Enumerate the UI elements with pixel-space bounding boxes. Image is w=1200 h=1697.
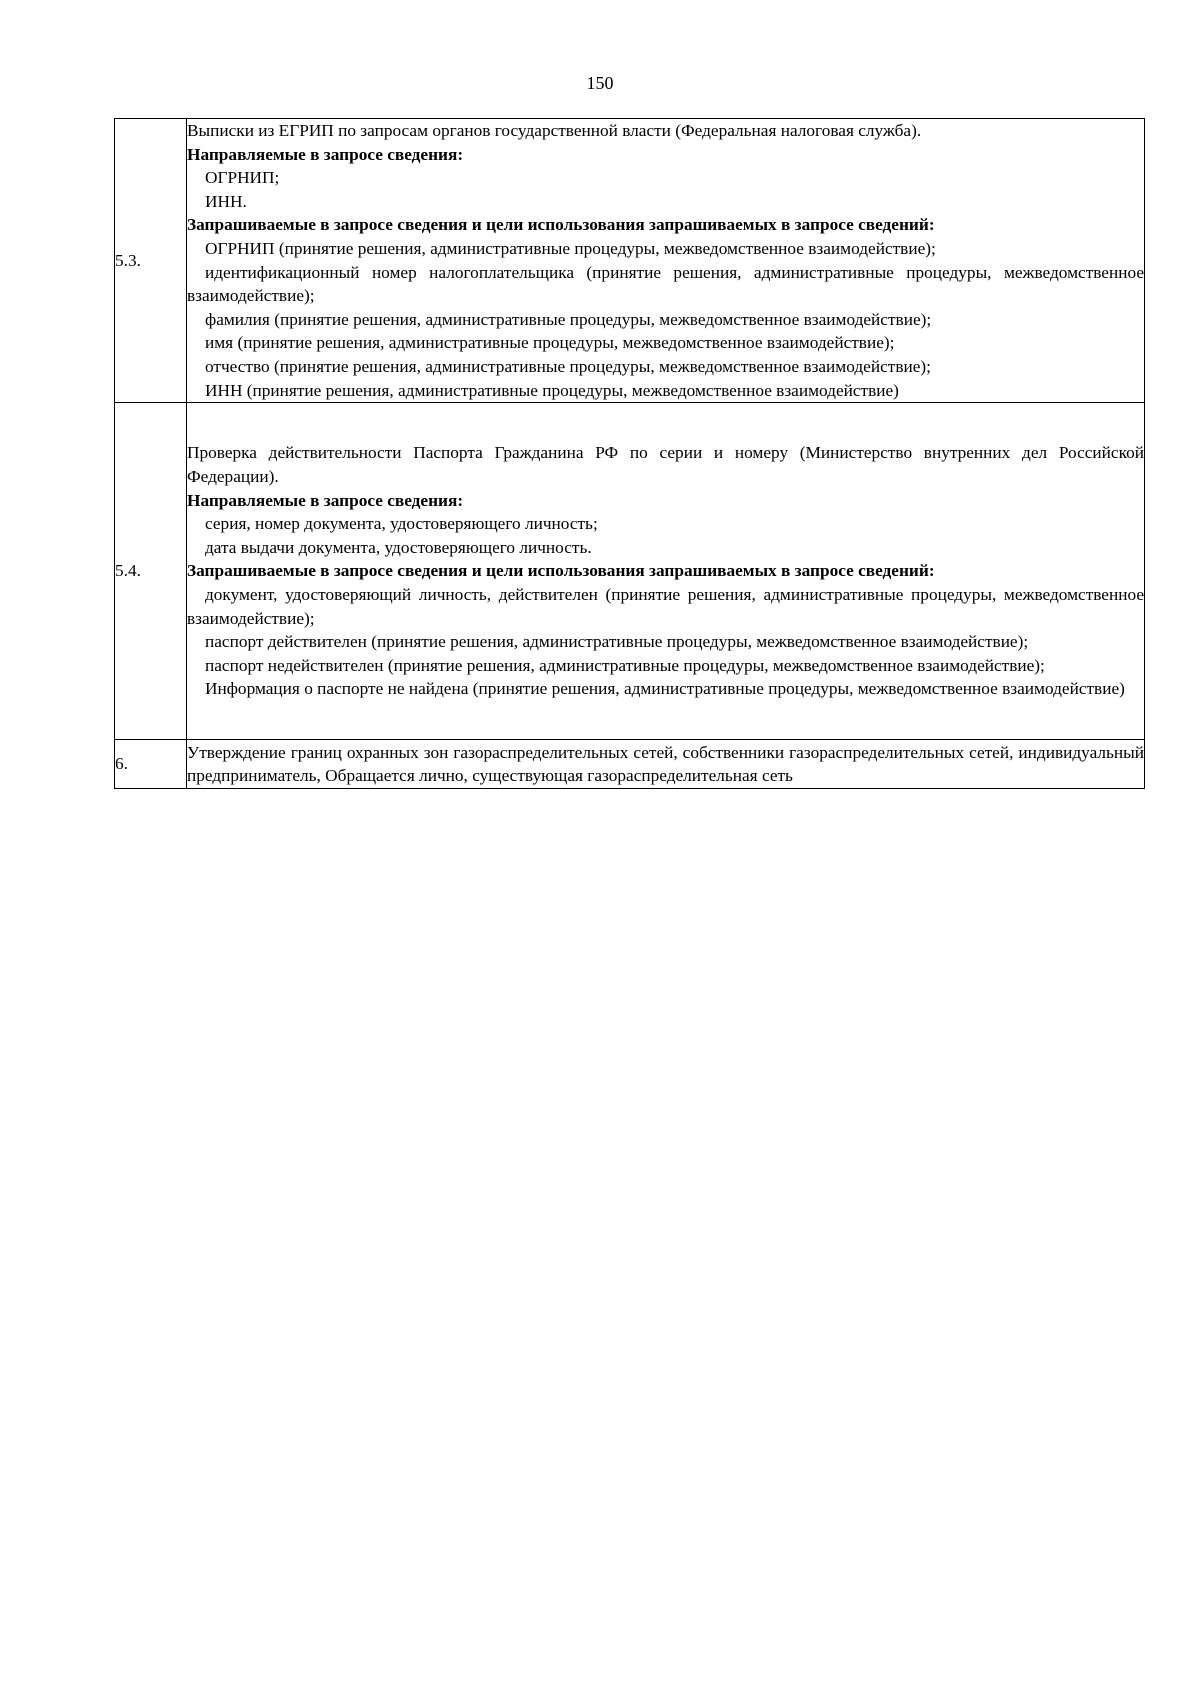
sent-item: ОГРНИП; [205, 168, 280, 188]
row-intro: Утверждение границ охранных зон газораспределительных сетей, собственники газораспределительных сетей, индивидуальный предприниматель, Обращается лично, существующая газораспределительная сеть [187, 742, 1144, 786]
requested-item: ИНН (принятие решения, административные процедуры, межведомственное взаимодействие) [205, 380, 899, 400]
row-number: 5.4. [115, 403, 187, 740]
row-number: 6. [115, 740, 187, 789]
requested-item: паспорт действителен (принятие решения, административные процедуры, межведомственное взаимодействие); [205, 632, 1029, 652]
sent-item: серия, номер документа, удостоверяющего личность; [205, 514, 598, 534]
requested-item: отчество (принятие решения, административные процедуры, межведомственное взаимодействие); [205, 356, 931, 376]
row-content [187, 119, 1145, 403]
row-number: 5.3. [115, 119, 187, 403]
document-table [114, 118, 1145, 789]
requested-item: идентификационный номер налогоплательщика (принятие решения, административные процедуры, межведомственное взаимодействие); [187, 262, 1144, 306]
row-intro: Проверка действительности Паспорта Гражданина РФ по серии и номеру (Министерство внутренних дел Российской Федерации). [187, 443, 1144, 486]
table-row [115, 740, 1145, 789]
page-number: 150 [586, 73, 614, 93]
requested-item: ОГРНИП (принятие решения, административные процедуры, межведомственное взаимодействие); [205, 238, 936, 258]
row-content [187, 740, 1145, 789]
requested-heading: Запрашиваемые в запросе сведения и цели использования запрашиваемых в запросе сведений: [187, 215, 935, 235]
requested-item: фамилия (принятие решения, административные процедуры, межведомственное взаимодействие); [205, 309, 932, 329]
requested-item: документ, удостоверяющий личность, действителен (принятие решения, административные процедуры, межведомственное взаимодействие); [187, 584, 1144, 628]
sent-item: ИНН. [205, 191, 247, 211]
row-intro: Выписки из ЕГРИП по запросам органов государственной власти (Федеральная налоговая служба). [187, 121, 922, 140]
sent-item: дата выдачи документа, удостоверяющего личность. [205, 537, 592, 557]
sent-heading: Направляемые в запросе сведения: [187, 490, 464, 510]
row-content [187, 403, 1145, 740]
sent-heading: Направляемые в запросе сведения: [187, 144, 464, 164]
requested-heading: Запрашиваемые в запросе сведения и цели использования запрашиваемых в запросе сведений: [187, 561, 935, 581]
requested-item: имя (принятие решения, административные процедуры, межведомственное взаимодействие); [205, 333, 895, 353]
requested-item: Информация о паспорте не найдена (принятие решения, административные процедуры, межведомственное взаимодействие) [205, 679, 1125, 699]
requested-item: паспорт недействителен (принятие решения, административные процедуры, межведомственное взаимодействие); [205, 655, 1045, 675]
table-row [115, 403, 1145, 740]
table-row [115, 119, 1145, 403]
